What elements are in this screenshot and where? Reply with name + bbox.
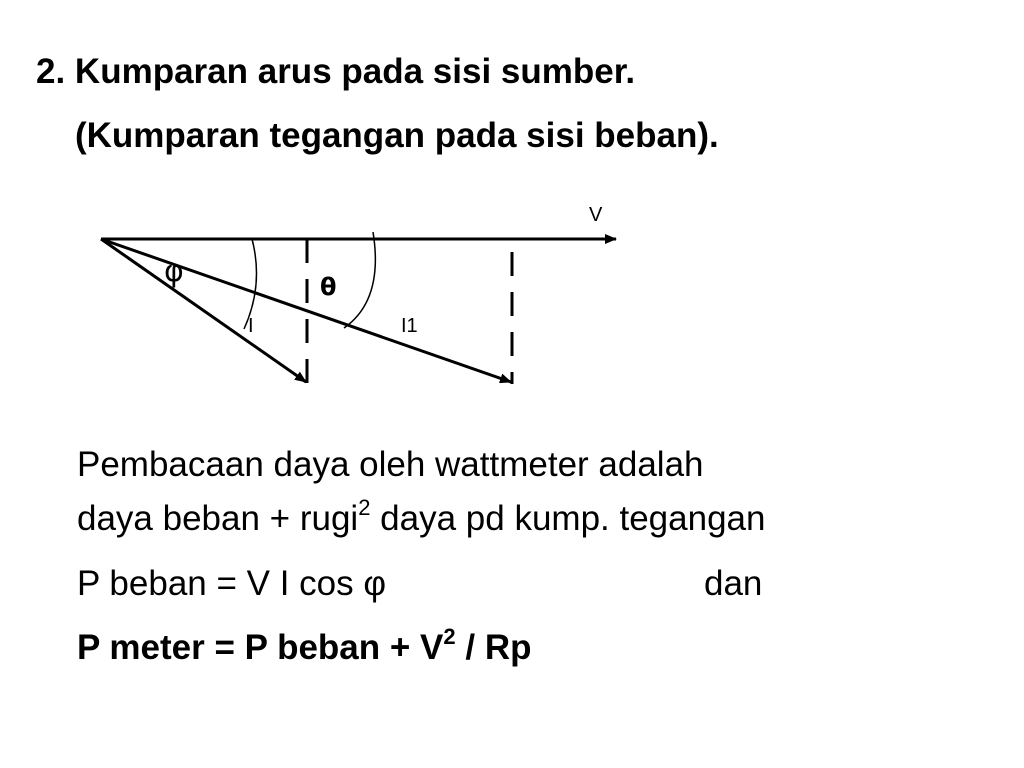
load-power-loss-text — [77, 495, 766, 539]
load-power-loss-text-end: daya pd kump. tegangan — [370, 499, 766, 538]
meter-power-formula-main: P meter = P beban + V — [77, 628, 444, 667]
slide-title-line-2: (Kumparan tegangan pada sisi beban). — [75, 116, 719, 155]
connector-word: dan — [704, 564, 763, 603]
label-i1: I1 — [401, 315, 418, 337]
label-theta: θ — [320, 273, 337, 301]
slide-title-line-1: 2. Kumparan arus pada sisi sumber. — [36, 52, 636, 91]
label-v: V — [589, 204, 603, 226]
label-phi: φ — [164, 254, 184, 289]
meter-power-superscript: 2 — [443, 624, 456, 650]
phasor-i-arrow — [101, 239, 306, 382]
meter-power-formula — [77, 624, 532, 668]
load-power-formula: P beban = V I cos φ — [77, 564, 387, 603]
label-i: I — [248, 315, 254, 337]
meter-power-formula-end: / Rp — [455, 628, 532, 667]
load-power-loss-superscript: 2 — [358, 495, 371, 521]
wattmeter-reading-text: Pembacaan daya oleh wattmeter adalah — [77, 445, 704, 484]
angle-arc-theta — [344, 232, 375, 328]
load-power-loss-text-main: daya beban + rugi — [77, 499, 359, 538]
